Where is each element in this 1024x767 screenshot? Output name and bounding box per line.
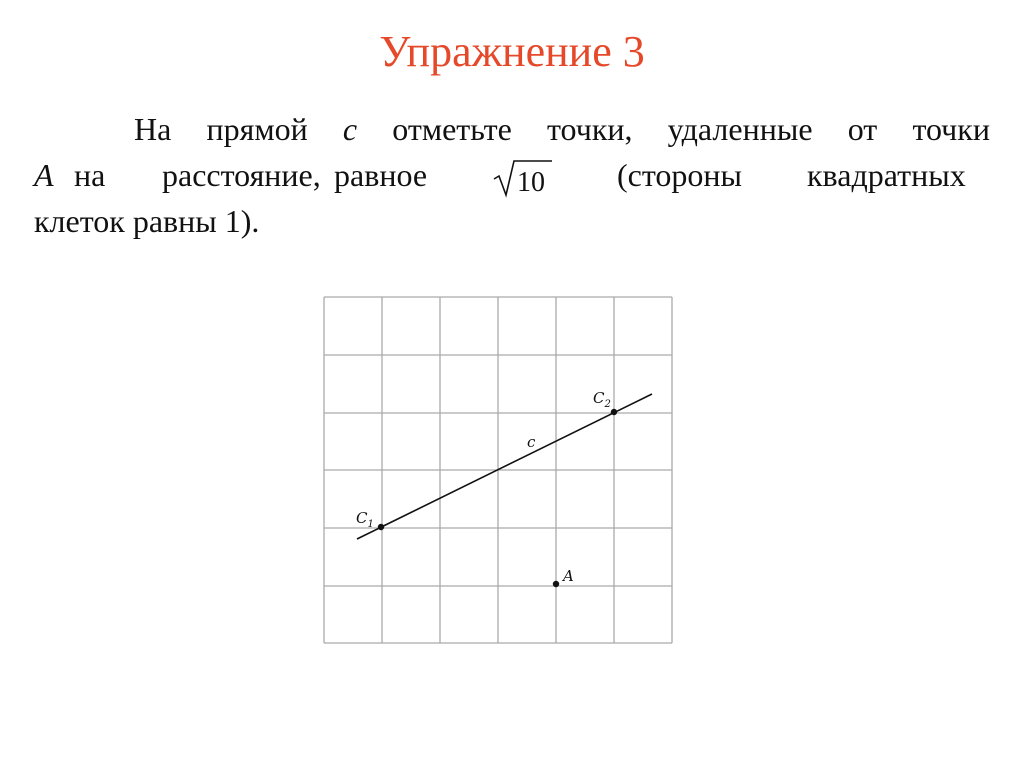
problem-line-3: клеток равны 1). [34, 203, 260, 239]
word: прямой [206, 111, 308, 147]
word: равное [334, 157, 428, 193]
word: от [847, 111, 878, 147]
word: квадратных [807, 157, 966, 193]
point-a [553, 581, 559, 587]
slide-title: Упражнение 3 [379, 27, 645, 76]
word: точки [912, 111, 990, 147]
point-c2 [611, 409, 617, 415]
line-c-label: c [527, 433, 536, 451]
word: на [74, 157, 106, 193]
point-c1 [378, 524, 384, 530]
line-c-reference: c [342, 111, 358, 147]
radicand: 10 [517, 167, 545, 198]
word: (стороны [617, 157, 743, 193]
word: расстояние, [162, 157, 321, 193]
word: точки, [546, 111, 633, 147]
point-c2-label: $C_2$ [593, 389, 611, 410]
word: На [134, 111, 172, 147]
word: отметьте [392, 111, 512, 147]
point-a-label: A [563, 567, 574, 585]
word: удаленные [667, 111, 813, 147]
point-c1-label: $C_1$ [356, 509, 374, 530]
point-A-reference: A [34, 157, 54, 193]
line-c [357, 394, 652, 539]
